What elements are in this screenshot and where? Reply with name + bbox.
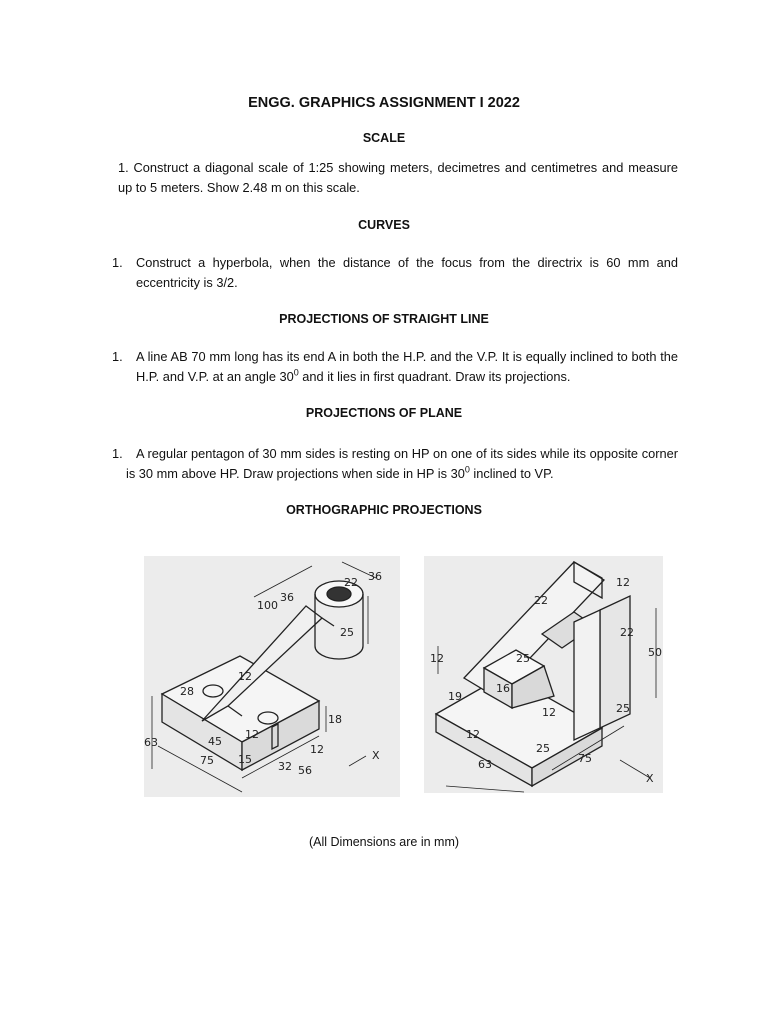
dim-label: 19: [448, 690, 462, 703]
dimensions-note: (All Dimensions are in mm): [308, 835, 460, 849]
dim-label: 36: [280, 591, 294, 604]
figure-1-drawing: [144, 556, 400, 797]
section-heading-curves: CURVES: [358, 218, 410, 232]
dim-label: 16: [496, 682, 510, 695]
isometric-figure-2: [424, 556, 663, 793]
question-text-content: A regular pentagon of 30 mm sides is resting on HP on one of its sides while its opposite corner is 30 mm above HP. Draw projections when side in HP is $30^0$ inclined to VP.: [126, 446, 678, 481]
question-number: 1.: [118, 160, 129, 175]
question-text: Construct a diagonal scale of 1:25 showing meters, decimetres and centimetres and measure up to 5 meters. Show 2.48 m on this scale.: [118, 160, 678, 195]
assignment-title: ENGG. GRAPHICS ASSIGNMENT I 2022: [248, 95, 520, 111]
dim-label: 22: [620, 626, 634, 639]
section-heading-straight-line: PROJECTIONS OF STRAIGHT LINE: [279, 312, 489, 326]
dim-label: 12: [616, 576, 630, 589]
section-heading-scale: SCALE: [362, 131, 406, 145]
dim-label: 12: [245, 728, 259, 741]
question-number: 1.: [112, 255, 123, 270]
dim-label: 28: [180, 685, 194, 698]
question-curves: [112, 253, 678, 293]
section-heading-orthographic: ORTHOGRAPHIC PROJECTIONS: [286, 503, 482, 517]
question-number: 1.: [112, 349, 123, 364]
dim-label: 12: [466, 728, 480, 741]
dim-label: 12: [310, 743, 324, 756]
dim-label: 100: [257, 599, 278, 612]
dim-label: 56: [298, 764, 312, 777]
question-straight-line: [112, 347, 678, 387]
dim-label: 25: [616, 702, 630, 715]
dim-label: 12: [542, 706, 556, 719]
question-scale: [118, 158, 678, 198]
dim-label: 36: [368, 570, 382, 583]
degree-superscript: 0: [464, 464, 470, 475]
axis-x-label: X: [372, 749, 380, 762]
dim-label: 63: [144, 736, 158, 749]
dim-label: 45: [208, 735, 222, 748]
dim-label: 32: [278, 760, 292, 773]
section-heading-plane: PROJECTIONS OF PLANE: [305, 406, 463, 420]
dim-label: 12: [238, 670, 252, 683]
question-text: Construct a hyperbola, when the distance of the focus from the directrix is 60 mm and eccentricity is 3/2.: [136, 255, 678, 290]
dim-label: 18: [328, 713, 342, 726]
dim-label: 12: [430, 652, 444, 665]
dim-label: 22: [534, 594, 548, 607]
degree-superscript: 0: [293, 367, 299, 378]
dim-label: 63: [478, 758, 492, 771]
dim-label: 25: [536, 742, 550, 755]
dim-label: 75: [200, 754, 214, 767]
axis-x-label: X: [646, 772, 654, 785]
dim-label: 22: [344, 576, 358, 589]
question-text: [112, 444, 678, 484]
question-number: 1.: [112, 446, 123, 461]
dim-label: 25: [516, 652, 530, 665]
dim-label: 15: [238, 753, 252, 766]
figure-2-drawing: [424, 556, 663, 793]
dim-label: 25: [340, 626, 354, 639]
isometric-figure-1: [144, 556, 400, 797]
dim-label: 75: [578, 752, 592, 765]
question-plane: [112, 444, 678, 484]
question-text: A line AB 70 mm long has its end A in both the H.P. and the V.P. It is equally inclined to both the H.P. and V.P. at an angle $30^0$ and it lies in first quadrant. Draw its projections.: [136, 349, 678, 384]
dim-label: 50: [648, 646, 662, 659]
